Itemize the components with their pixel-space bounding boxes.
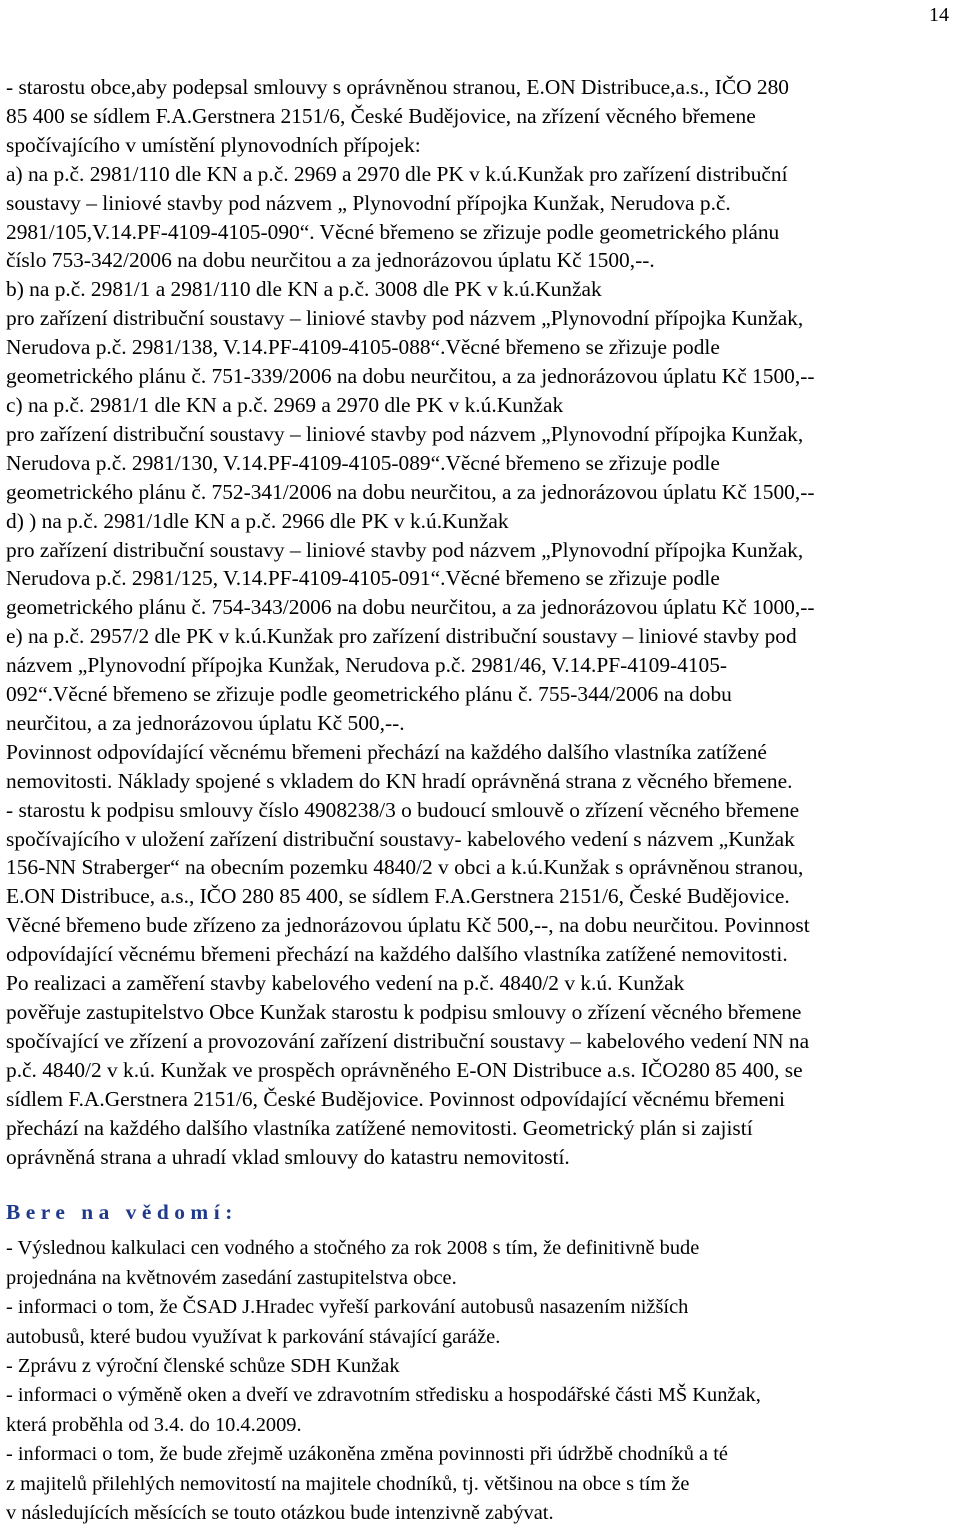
page-number: 14: [929, 4, 949, 26]
document-body: [6, 73, 956, 1528]
text-line: p.č. 4840/2 v k.ú. Kunžak ve prospěch oprávněného E-ON Distribuce a.s. IČO280 85 400, se: [6, 1057, 803, 1082]
acknowledgement-list: [6, 1234, 956, 1528]
text-line: e) na p.č. 2957/2 dle PK v k.ú.Kunžak pro zařízení distribuční soustavy – liniové stavby pod: [6, 624, 797, 649]
text-line: spočívajícího v umístění plynovodních přípojek:: [6, 132, 421, 157]
text-line: odpovídající věcnému břemeni přechází na každého dalšího vlastníka zatížené nemovitosti.: [6, 942, 788, 967]
text-line: Nerudova p.č. 2981/130, V.14.PF-4109-4105-089“.Věcné břemeno se zřizuje podle: [6, 450, 720, 475]
text-line: spočívajícího v uložení zařízení distribuční soustavy- kabelového vedení s názvem „Kunžak: [6, 826, 795, 851]
list-line: - Výslednou kalkulaci cen vodného a stočného za rok 2008 s tím, že definitivně bude: [6, 1237, 700, 1260]
text-line: 85 400 se sídlem F.A.Gerstnera 2151/6, České Budějovice, na zřízení věcného břemene: [6, 103, 756, 128]
list-line: která proběhla od 3.4. do 10.4.2009.: [6, 1413, 302, 1436]
list-line: v následujících měsících se touto otázkou bude intenzivně zabývat.: [6, 1502, 554, 1524]
text-line: b) na p.č. 2981/1 a 2981/110 dle KN a p.č. 3008 dle PK v k.ú.Kunžak: [6, 277, 602, 302]
text-line: Nerudova p.č. 2981/125, V.14.PF-4109-4105-091“.Věcné břemeno se zřizuje podle: [6, 566, 720, 591]
text-line: geometrického plánu č. 751-339/2006 na dobu neurčitou, a za jednorázovou úplatu Kč 1500,--: [6, 364, 815, 389]
text-line: 092“.Věcné břemeno se zřizuje podle geometrického plánu č. 755-344/2006 na dobu: [6, 682, 732, 707]
text-line: 2981/105,V.14.PF-4109-4105-090“. Věcné břemeno se zřizuje podle geometrického plánu: [6, 219, 780, 244]
text-line: pro zařízení distribuční soustavy – liniové stavby pod názvem „Plynovodní přípojka Kunžak,: [6, 537, 804, 562]
list-line: z majitelů přilehlých nemovitostí na majitele chodníků, tj. většinou na obce s tím že: [6, 1472, 690, 1495]
list-line: autobusů, které budou využívat k parkování stávající garáže.: [6, 1325, 501, 1348]
text-line: nemovitosti. Náklady spojené s vkladem do KN hradí oprávněná strana z věcného břemene.: [6, 768, 793, 793]
text-line: a) na p.č. 2981/110 dle KN a p.č. 2969 a 2970 dle PK v k.ú.Kunžak pro zařízení distribuční: [6, 161, 788, 186]
text-line: pověřuje zastupitelstvo Obce Kunžak starostu k podpisu smlouvy o zřízení věcného břemene: [6, 1000, 802, 1024]
list-line: projednána na květnovém zasedání zastupitelstva obce.: [6, 1266, 457, 1289]
text-line: spočívající ve zřízení a provozování zařízení distribuční soustavy – kabelového vedení NN na: [6, 1028, 810, 1053]
text-line: d) ) na p.č. 2981/1dle KN a p.č. 2966 dle PK v k.ú.Kunžak: [6, 508, 509, 533]
text-line: pro zařízení distribuční soustavy – liniové stavby pod názvem „Plynovodní přípojka Kunžak,: [6, 421, 804, 446]
text-line: názvem „Plynovodní přípojka Kunžak, Nerudova p.č. 2981/46, V.14.PF-4109-4105-: [6, 653, 728, 678]
text-line: sídlem F.A.Gerstnera 2151/6, České Budějovice. Povinnost odpovídající věcnému břemeni: [6, 1086, 785, 1111]
text-line: geometrického plánu č. 754-343/2006 na dobu neurčitou, a za jednorázovou úplatu Kč 1000,--: [6, 595, 815, 620]
section-heading: Bere na vědomí:: [6, 1200, 238, 1225]
text-line: Věcné břemeno bude zřízeno za jednorázovou úplatu Kč 500,--, na dobu neurčitou. Povinnost: [6, 913, 810, 938]
text-line: geometrického plánu č. 752-341/2006 na dobu neurčitou, a za jednorázovou úplatu Kč 1500,--: [6, 479, 815, 504]
text-line: 156-NN Straberger“ na obecním pozemku 4840/2 v obci a k.ú.Kunžak s oprávněnou stranou,: [6, 855, 804, 880]
list-line: - Zprávu z výroční členské schůze SDH Kunžak: [6, 1354, 400, 1377]
text-line: Povinnost odpovídající věcnému břemeni přechází na každého dalšího vlastníka zatížené: [6, 739, 767, 764]
list-line: - informaci o tom, že bude zřejmě uzákoněna změna povinnosti při údržbě chodníků a té: [6, 1443, 728, 1466]
text-line: E.ON Distribuce, a.s., IČO 280 85 400, se sídlem F.A.Gerstnera 2151/6, České Budějovice.: [6, 884, 790, 909]
text-line: neurčitou, a za jednorázovou úplatu Kč 500,--.: [6, 710, 405, 735]
text-line: přechází na každého dalšího vlastníka zatížené nemovitosti. Geometrický plán si zajistí: [6, 1115, 753, 1140]
text-line: Po realizaci a zaměření stavby kabelového vedení na p.č. 4840/2 v k.ú. Kunžak: [6, 971, 685, 996]
text-line: pro zařízení distribuční soustavy – liniové stavby pod názvem „Plynovodní přípojka Kunžak,: [6, 306, 804, 331]
list-line: - informaci o výměně oken a dveří ve zdravotním středisku a hospodářské části MŠ Kunžak,: [6, 1384, 761, 1407]
list-line: - informaci o tom, že ČSAD J.Hradec vyřeší parkování autobusů nasazením nižších: [6, 1296, 689, 1319]
text-line: - starostu obce,aby podepsal smlouvy s oprávněnou stranou, E.ON Distribuce,a.s., IČO 280: [6, 75, 789, 99]
text-line: soustavy – liniové stavby pod názvem „ Plynovodní přípojka Kunžak, Nerudova p.č.: [6, 190, 731, 215]
text-line: oprávněná strana a uhradí vklad smlouvy do katastru nemovitostí.: [6, 1144, 570, 1169]
resolution-text: [6, 73, 956, 1171]
text-line: - starostu k podpisu smlouvy číslo 4908238/3 o budoucí smlouvě o zřízení věcného břemene: [6, 797, 800, 822]
text-line: Nerudova p.č. 2981/138, V.14.PF-4109-4105-088“.Věcné břemeno se zřizuje podle: [6, 335, 720, 360]
text-line: číslo 753-342/2006 na dobu neurčitou a za jednorázovou úplatu Kč 1500,--.: [6, 248, 655, 273]
text-line: c) na p.č. 2981/1 dle KN a p.č. 2969 a 2970 dle PK v k.ú.Kunžak: [6, 392, 564, 417]
